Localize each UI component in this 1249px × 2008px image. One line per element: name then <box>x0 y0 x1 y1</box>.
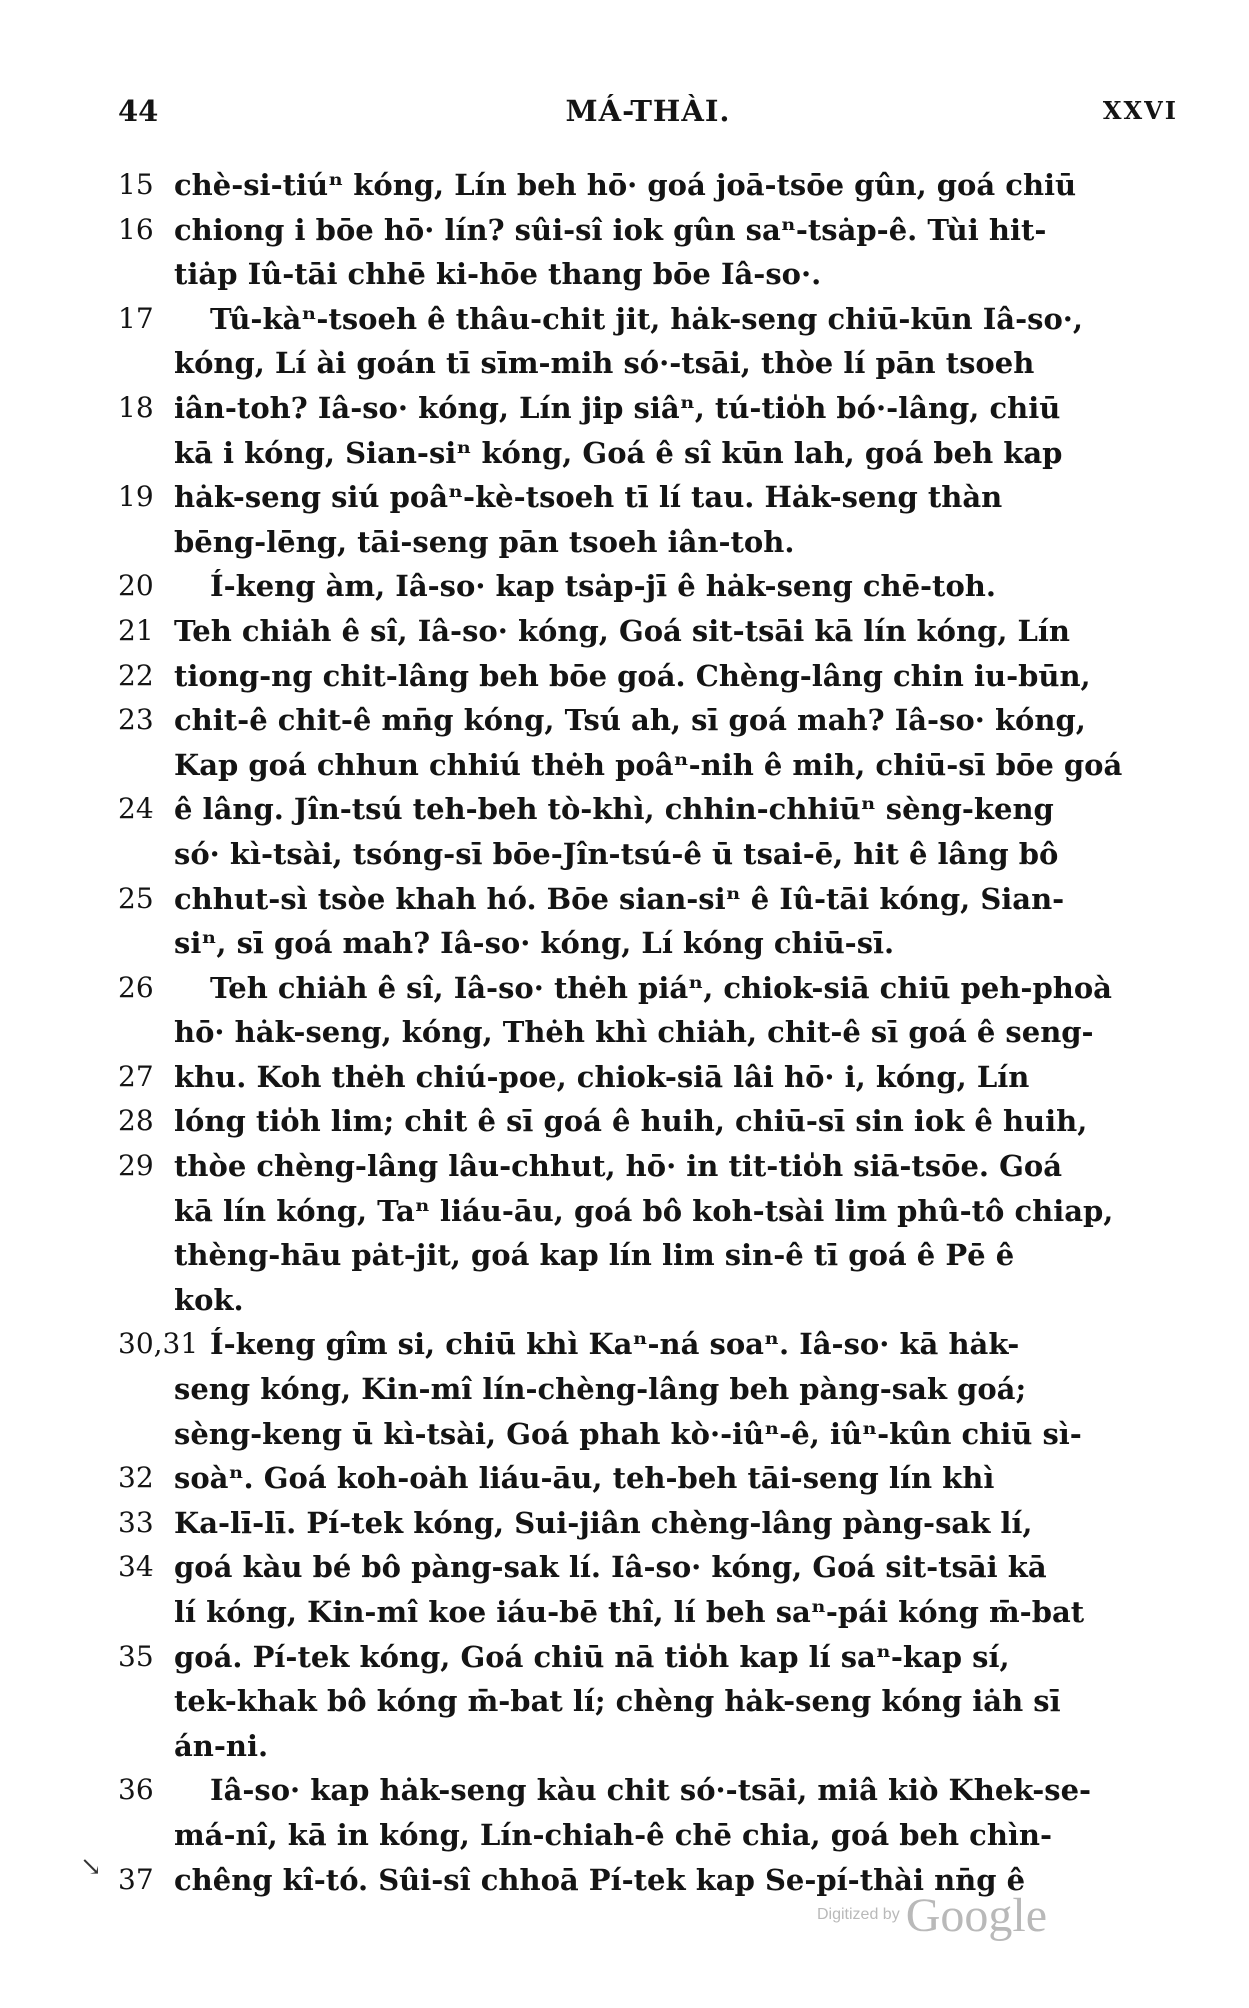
text-line <box>118 698 1188 743</box>
text-line <box>118 1412 1188 1457</box>
text-line <box>118 1679 1188 1724</box>
text-line <box>118 1010 1188 1055</box>
text-line <box>118 1501 1188 1546</box>
line-text: chêng kî-tó. Sûi-sî chhoā Pí-tek kap Se-pí-thài nn̄g ê <box>174 1862 1026 1897</box>
verse-number: 19 <box>118 480 154 514</box>
text-line <box>118 564 1188 609</box>
text-line <box>118 1545 1188 1590</box>
line-text: seng kóng, Kin-mî lín-chèng-lâng beh pàng-sak goá; <box>174 1372 1027 1407</box>
running-header <box>118 94 1178 134</box>
line-text: Í-keng àm, Iâ-so· kap tsȧp-jī ê hȧk-seng chē-toh. <box>210 569 996 604</box>
verse-number: 29 <box>118 1149 154 1183</box>
line-text: ê lâng. Jîn-tsú teh-beh tò-khì, chhin-chhiūⁿ sèng-keng <box>174 792 1054 827</box>
line-text: tek-khak bô kóng m̄-bat lí; chèng hȧk-seng kóng iȧh sī <box>174 1684 1061 1719</box>
chapter-number: XXVI <box>1102 96 1178 125</box>
verse-number: 17 <box>118 301 154 335</box>
line-text: Ka-lī-lī. Pí-tek kóng, Sui-jiân chèng-lâng pàng-sak lí, <box>174 1505 1033 1540</box>
text-line <box>118 386 1188 431</box>
line-text: lóng tio̍h lim; chit ê sī goá ê huih, chiū-sī sin iok ê huih, <box>174 1104 1088 1139</box>
text-line <box>118 1635 1188 1680</box>
text-line <box>118 163 1188 208</box>
text-line <box>118 609 1188 654</box>
text-line <box>118 341 1188 386</box>
line-text: Kap goá chhun chhiú thėh poâⁿ-nih ê mih, chiū-sī bōe goá <box>174 747 1123 782</box>
page-title: MÁ-THÀI. <box>565 94 731 128</box>
line-text: tiong-ng chit-lâng beh bōe goá. Chèng-lâng chin iu-būn, <box>174 658 1091 693</box>
verse-number: 28 <box>118 1104 154 1138</box>
line-text: só· kì-tsài, tsóng-sī bōe-Jîn-tsú-ê ū tsai-ē, hit ê lâng bô <box>174 836 1059 871</box>
verse-number: 25 <box>118 881 154 915</box>
digitized-by-label: Digitized by <box>816 1906 900 1923</box>
verse-number: 34 <box>118 1550 154 1584</box>
line-text: kā lín kóng, Taⁿ liáu-āu, goá bô koh-tsài lim phû-tô chiap, <box>174 1193 1114 1228</box>
text-line <box>118 832 1188 877</box>
verse-number: 20 <box>118 569 154 603</box>
verse-number: 30,31 <box>118 1327 199 1361</box>
stray-mark: ↘ <box>80 1852 102 1882</box>
line-text: Teh chiȧh ê sî, Iâ-so· thėh piáⁿ, chiok-siā chiū peh-phoà <box>210 970 1112 1005</box>
text-line <box>118 1590 1188 1635</box>
text-line <box>118 1189 1188 1234</box>
verse-number: 22 <box>118 658 154 692</box>
line-text: tiȧp Iû-tāi chhē ki-hōe thang bōe Iâ-so·. <box>174 257 822 292</box>
line-text: lí kóng, Kin-mî koe iáu-bē thî, lí beh saⁿ-pái kóng m̄-bat <box>174 1595 1085 1629</box>
line-text: Í-keng gîm si, chiū khì Kaⁿ-ná soaⁿ. Iâ-so· kā hȧk- <box>210 1327 1020 1362</box>
page-number: 44 <box>118 94 159 128</box>
line-text: chiong i bōe hō· lín? sûi-sî iok gûn saⁿ-tsȧp-ê. Tùi hit- <box>174 212 1047 247</box>
line-text: hȧk-seng siú poâⁿ-kè-tsoeh tī lí tau. Hȧk-seng thàn <box>174 480 1003 515</box>
text-line <box>118 787 1188 832</box>
text-line <box>118 1367 1188 1412</box>
text-line <box>118 208 1188 253</box>
line-text: chè-si-tiúⁿ kóng, Lín beh hō· goá joā-tsōe gûn, goá chiū <box>174 168 1077 202</box>
verse-number: 24 <box>118 792 154 826</box>
verse-number: 15 <box>118 168 154 201</box>
line-text: chit-ê chit-ê mn̄g kóng, Tsú ah, sī goá mah? Iâ-so· kóng, <box>174 703 1086 738</box>
text-line <box>118 475 1188 520</box>
verse-number: 37 <box>118 1862 154 1896</box>
google-watermark <box>817 1888 1047 1943</box>
line-text: Iâ-so· kap hȧk-seng kàu chit só·-tsāi, miâ kiò Khek-se- <box>210 1773 1092 1808</box>
verse-number: 27 <box>118 1059 154 1093</box>
line-text: thèng-hāu pȧt-jit, goá kap lín lim sin-ê tī goá ê Pē ê <box>174 1238 1015 1273</box>
verse-number: 21 <box>118 613 154 647</box>
text-line <box>118 877 1188 922</box>
line-text: soàⁿ. Goá koh-oȧh liáu-āu, teh-beh tāi-seng lín khì <box>174 1461 995 1496</box>
text-line <box>118 654 1188 699</box>
text-line <box>118 252 1188 297</box>
text-line <box>118 1144 1188 1189</box>
text-line <box>118 966 1188 1011</box>
line-text: hō· hȧk-seng, kóng, Thėh khì chiȧh, chit-ê sī goá ê seng- <box>174 1015 1094 1050</box>
line-text: bēng-lēng, tāi-seng pān tsoeh iân-toh. <box>174 524 795 559</box>
line-text: kok. <box>174 1282 244 1317</box>
line-text: goá kàu bé bô pàng-sak lí. Iâ-so· kóng, Goá sit-tsāi kā <box>174 1550 1047 1585</box>
text-line <box>118 1456 1188 1501</box>
text-line <box>118 297 1188 342</box>
line-text: thòe chèng-lâng lâu-chhut, hō· in tit-tio̍h siā-tsōe. Goá <box>174 1149 1063 1184</box>
verse-number: 16 <box>118 212 154 246</box>
text-line <box>118 1768 1188 1813</box>
verse-number: 35 <box>118 1639 154 1673</box>
line-text: kā i kóng, Sian-siⁿ kóng, Goá ê sî kūn lah, goá beh kap <box>174 435 1063 470</box>
line-text: siⁿ, sī goá mah? Iâ-so· kóng, Lí kóng chiū-sī. <box>174 926 895 961</box>
line-text: án-ni. <box>174 1728 269 1763</box>
verse-number: 23 <box>118 703 154 737</box>
text-line <box>118 921 1188 966</box>
text-line <box>118 1233 1188 1278</box>
line-text: iân-toh? Iâ-so· kóng, Lín jip siâⁿ, tú-tio̍h bó·-lâng, chiū <box>174 390 1061 425</box>
text-line <box>118 1322 1188 1367</box>
line-text: Teh chiȧh ê sî, Iâ-so· kóng, Goá sit-tsāi kā lín kóng, Lín <box>174 613 1071 648</box>
text-line <box>118 1813 1188 1858</box>
verse-number: 18 <box>118 390 154 424</box>
text-line <box>118 520 1188 565</box>
text-line <box>118 1099 1188 1144</box>
text-body <box>118 163 1188 1902</box>
line-text: má-nî, kā in kóng, Lín-chiah-ê chē chia, goá beh chìn- <box>174 1817 1053 1852</box>
line-text: sèng-keng ū kì-tsài, Goá phah kò·-iûⁿ-ê, iûⁿ-kûn chiū sì- <box>174 1416 1082 1451</box>
verse-number: 26 <box>118 970 154 1004</box>
text-line <box>118 1055 1188 1100</box>
line-text: goá. Pí-tek kóng, Goá chiū nā tio̍h kap lí saⁿ-kap sí, <box>174 1639 1010 1674</box>
verse-number: 36 <box>118 1773 154 1807</box>
line-text: khu. Koh thėh chiú-poe, chiok-siā lâi hō· i, kóng, Lín <box>174 1059 1030 1094</box>
text-line <box>118 431 1188 476</box>
google-logo: Google <box>905 1889 1047 1942</box>
line-text: Tû-kàⁿ-tsoeh ê thâu-chit jit, hȧk-seng chiū-kūn Iâ-so·, <box>210 301 1083 336</box>
text-line <box>118 1724 1188 1769</box>
text-line <box>118 743 1188 788</box>
line-text: kóng, Lí ài goán tī sīm-mih só·-tsāi, thòe lí pān tsoeh <box>174 346 1035 381</box>
text-line <box>118 1278 1188 1323</box>
verse-number: 33 <box>118 1505 154 1539</box>
verse-number: 32 <box>118 1461 154 1495</box>
line-text: chhut-sì tsòe khah hó. Bōe sian-siⁿ ê Iû-tāi kóng, Sian- <box>174 881 1065 916</box>
